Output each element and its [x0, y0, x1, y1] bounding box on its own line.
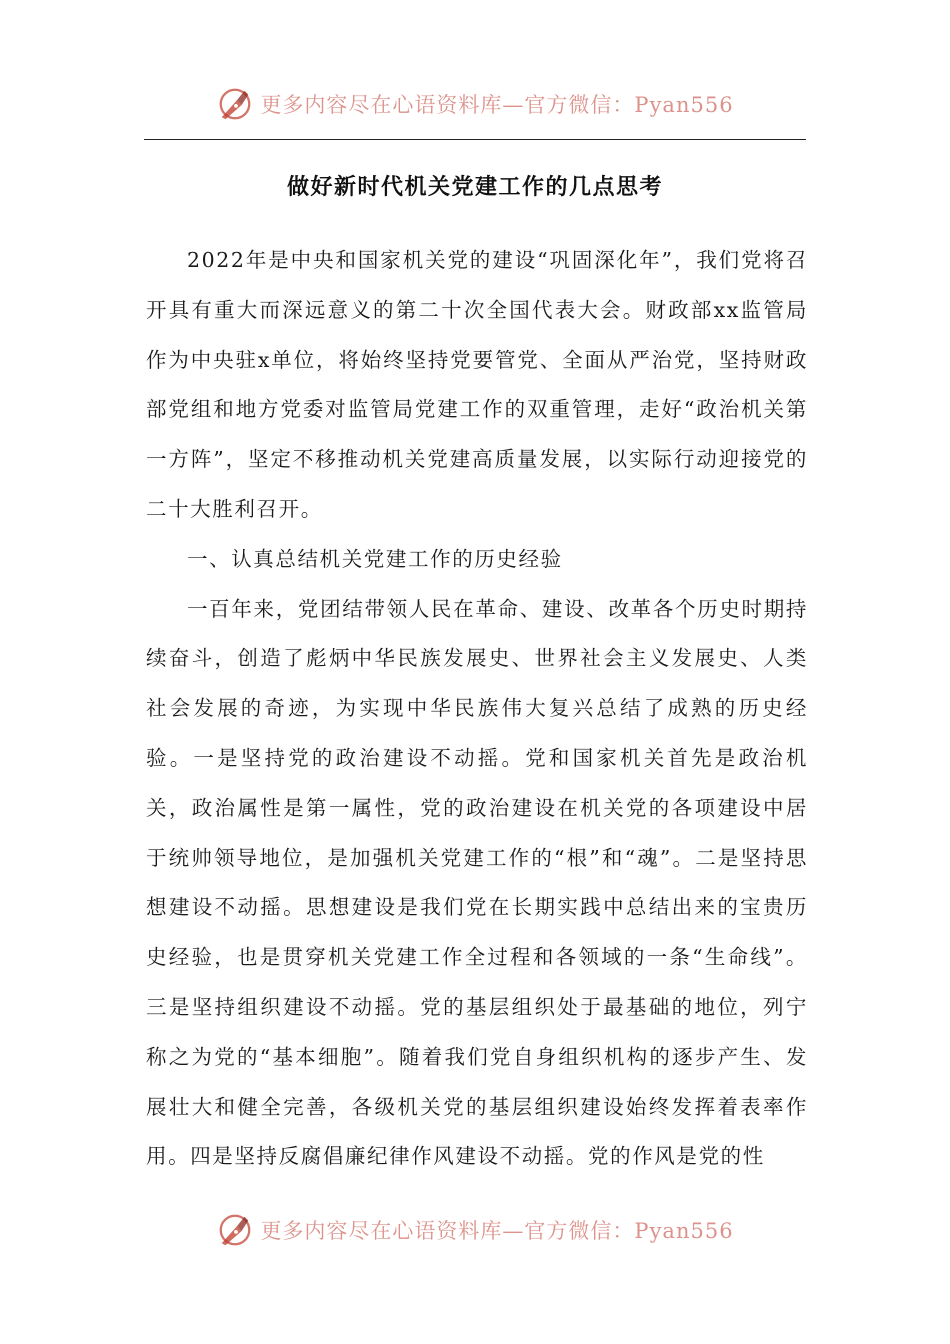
header-banner-text: 更多内容尽在心语资料库—官方微信：Pyan556: [260, 93, 734, 117]
header-banner: [0, 80, 950, 128]
pen-nib-logo-icon: [216, 85, 254, 123]
document-body: [146, 236, 808, 1182]
footer-banner-text: 更多内容尽在心语资料库—官方微信：Pyan556: [260, 1219, 734, 1243]
header-divider: [144, 139, 806, 140]
pen-nib-logo-icon: [216, 1211, 254, 1249]
paragraph-history: 一百年来，党团结带领人民在革命、建设、改革各个历史时期持续奋斗，创造了彪炳中华民族发展史、世界社会主义发展史、人类社会发展的奇迹，为实现中华民族伟大复兴总结了成熟的历史经验。一是坚持党的政治建设不动摇。党和国家机关首先是政治机关，政治属性是第一属性，党的政治建设在机关党的各项建设中居于统帅领导地位，是加强机关党建工作的“根”和“魂”。二是坚持思想建设不动摇。思想建设是我们党在长期实践中总结出来的宝贵历史经验，也是贯穿机关党建工作全过程和各领域的一条“生命线”。三是坚持组织建设不动摇。党的基层组织处于最基础的地位，列宁称之为党的“基本细胞”。随着我们党自身组织机构的逐步产生、发展壮大和健全完善，各级机关党的基层组织建设始终发挥着表率作用。四是坚持反腐倡廉纪律作风建设不动摇。党的作风是党的性: [146, 596, 808, 1169]
footer-banner: [0, 1206, 950, 1254]
section-heading: 一、认真总结机关党建工作的历史经验: [187, 546, 563, 571]
document-title: 做好新时代机关党建工作的几点思考: [286, 174, 663, 200]
paragraph-intro: 2022年是中央和国家机关党的建设“巩固深化年”，我们党将召开具有重大而深远意义的第二十次全国代表大会。财政部xx监管局作为中央驻x单位，将始终坚持党要管党、全面从严治党，坚持财政部党组和地方党委对监管局党建工作的双重管理，走好“政治机关第一方阵”，坚定不移推动机关党建高质量发展，以实际行动迎接党的二十大胜利召开。: [146, 248, 808, 521]
